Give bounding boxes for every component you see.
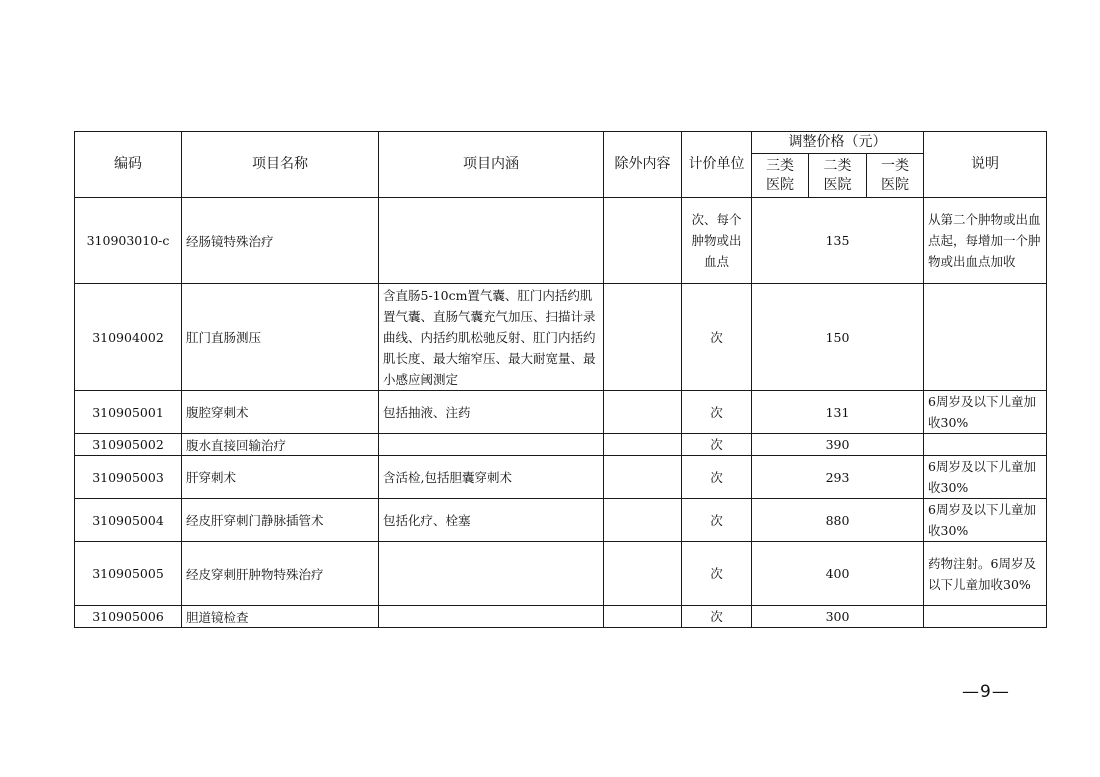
header-unit: 计价单位 — [682, 132, 752, 198]
cell-name: 肝穿刺术 — [182, 456, 379, 499]
cell-excluded — [604, 391, 682, 434]
cell-code: 310905005 — [75, 542, 182, 606]
header-code: 编码 — [75, 132, 182, 198]
cell-note — [924, 606, 1047, 628]
cell-unit: 次 — [682, 391, 752, 434]
cell-note: 6周岁及以下儿童加收30% — [924, 456, 1047, 499]
cell-unit: 次 — [682, 434, 752, 456]
cell-name: 肛门直肠测压 — [182, 284, 379, 391]
page-number: —9— — [962, 682, 1010, 702]
table-row — [75, 391, 1047, 434]
cell-code: 310905004 — [75, 499, 182, 542]
cell-unit: 次 — [682, 542, 752, 606]
cell-note — [924, 434, 1047, 456]
cell-name: 经皮肝穿刺门静脉插管术 — [182, 499, 379, 542]
cell-content: 含直肠5-10cm置气囊、肛门内括约肌置气囊、直肠气囊充气加压、扫描计录曲线、内括约肌松驰反射、肛门内括约肌长度、最大缩窄压、最大耐宽量、最小感应阈测定 — [379, 284, 604, 391]
table-row — [75, 284, 1047, 391]
table-row — [75, 434, 1047, 456]
cell-excluded — [604, 434, 682, 456]
cell-price: 400 — [752, 542, 924, 606]
cell-excluded — [604, 542, 682, 606]
cell-price: 293 — [752, 456, 924, 499]
header-name: 项目名称 — [182, 132, 379, 198]
table-row — [75, 606, 1047, 628]
cell-note — [924, 284, 1047, 391]
cell-content: 包括化疗、栓塞 — [379, 499, 604, 542]
cell-note: 6周岁及以下儿童加收30% — [924, 499, 1047, 542]
price-table — [74, 131, 1047, 628]
cell-note: 药物注射。6周岁及以下儿童加收30% — [924, 542, 1047, 606]
header-class1: 一类医院 — [867, 154, 924, 198]
cell-code: 310905001 — [75, 391, 182, 434]
header-price-group: 调整价格（元） — [752, 132, 924, 154]
cell-unit: 次 — [682, 456, 752, 499]
cell-code: 310903010-c — [75, 198, 182, 284]
table-row — [75, 499, 1047, 542]
header-row — [75, 132, 1047, 154]
header-excluded: 除外内容 — [604, 132, 682, 198]
header-note: 说明 — [924, 132, 1047, 198]
header-class2: 二类医院 — [809, 154, 867, 198]
table-row — [75, 198, 1047, 284]
header-content: 项目内涵 — [379, 132, 604, 198]
cell-note: 6周岁及以下儿童加收30% — [924, 391, 1047, 434]
cell-content — [379, 198, 604, 284]
cell-price: 135 — [752, 198, 924, 284]
cell-content — [379, 542, 604, 606]
header-class3: 三类医院 — [752, 154, 809, 198]
cell-code: 310904002 — [75, 284, 182, 391]
table-row — [75, 542, 1047, 606]
table-row — [75, 456, 1047, 499]
cell-excluded — [604, 499, 682, 542]
cell-name: 经皮穿刺肝肿物特殊治疗 — [182, 542, 379, 606]
cell-price: 131 — [752, 391, 924, 434]
cell-content: 含活检,包括胆囊穿刺术 — [379, 456, 604, 499]
cell-content — [379, 434, 604, 456]
cell-unit: 次、每个肿物或出血点 — [682, 198, 752, 284]
cell-name: 胆道镜检查 — [182, 606, 379, 628]
cell-unit: 次 — [682, 284, 752, 391]
cell-name: 腹水直接回输治疗 — [182, 434, 379, 456]
cell-excluded — [604, 456, 682, 499]
cell-price: 300 — [752, 606, 924, 628]
cell-code: 310905002 — [75, 434, 182, 456]
cell-content — [379, 606, 604, 628]
cell-content: 包括抽液、注药 — [379, 391, 604, 434]
cell-note: 从第二个肿物或出血点起，每增加一个肿物或出血点加收 — [924, 198, 1047, 284]
cell-price: 390 — [752, 434, 924, 456]
cell-name: 经肠镜特殊治疗 — [182, 198, 379, 284]
cell-excluded — [604, 284, 682, 391]
cell-name: 腹腔穿刺术 — [182, 391, 379, 434]
cell-excluded — [604, 606, 682, 628]
cell-excluded — [604, 198, 682, 284]
cell-unit: 次 — [682, 606, 752, 628]
cell-code: 310905006 — [75, 606, 182, 628]
cell-price: 150 — [752, 284, 924, 391]
cell-code: 310905003 — [75, 456, 182, 499]
cell-price: 880 — [752, 499, 924, 542]
cell-unit: 次 — [682, 499, 752, 542]
